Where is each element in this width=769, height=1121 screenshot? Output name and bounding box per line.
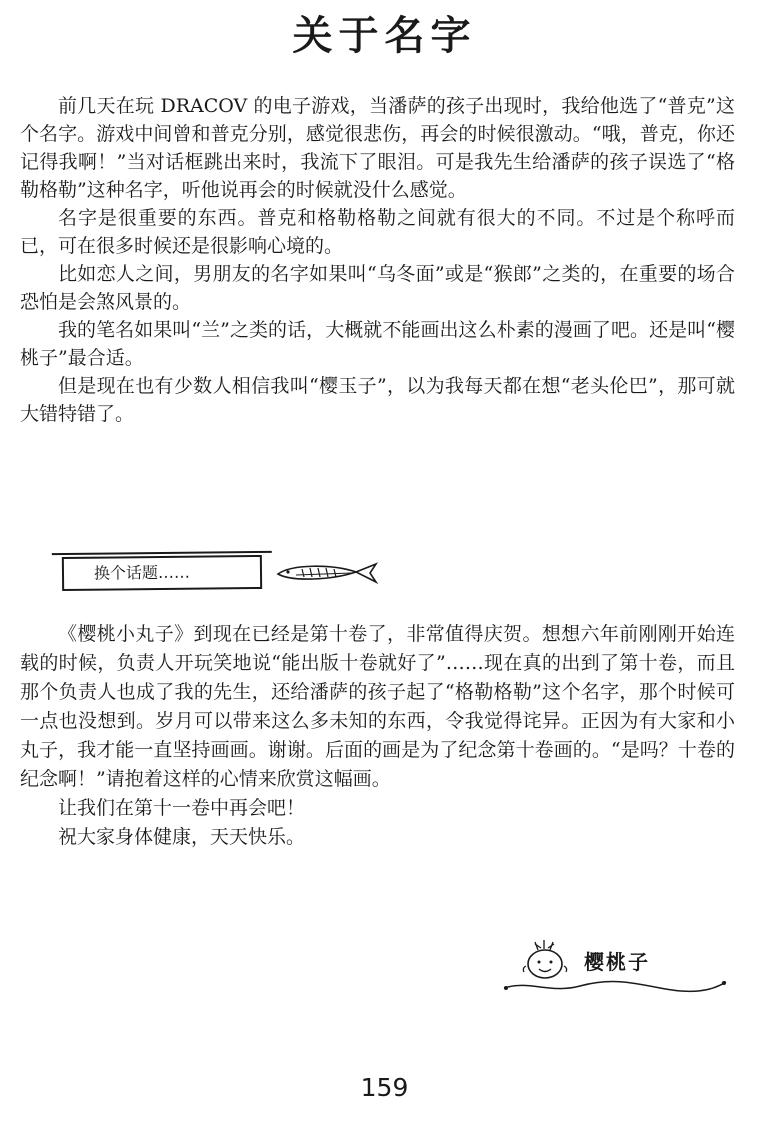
paragraph: 我的笔名如果叫“兰”之类的话，大概就不能画出这么朴素的漫画了吧。还是叫“樱桃子”最合适。: [20, 319, 735, 369]
paragraph: 《樱桃小丸子》到现在已经是第十卷了，非常值得庆贺。想想六年前刚刚开始连载的时候，负责人开玩笑地说“能出版十卷就好了”……现在真的出到了第十卷，而且那个负责人也成了我的先生，还给潘萨的孩子起了“格勒格勒”这个名字，那个时候可一点也没想到。岁月可以带来这么多未知的东西，令我觉得诧异。正因为有大家和小丸子，我才能一直坚持画画。谢谢。后面的画是为了纪念第十卷画的。“是吗？十卷的纪念啊！”请抱着这样的心情来欣赏这幅画。: [20, 623, 735, 790]
paragraph: 比如恋人之间，男朋友的名字如果叫“乌冬面”或是“猴郎”之类的，在重要的场合恐怕是会煞风景的。: [20, 263, 735, 313]
paragraph: 祝大家身体健康，天天快乐。: [58, 826, 306, 848]
page-title: 关于名字: [292, 13, 477, 59]
fish-doodle-icon: [272, 558, 382, 588]
paragraph: 让我们在第十一卷中再会吧！: [58, 797, 306, 819]
topic-change-label: 换个话题……: [93, 562, 191, 583]
paragraph: 前几天在玩 DRACOV 的电子游戏，当潘萨的孩子出现时，我给他选了“普克”这个名字。游戏中间曾和普克分别，感觉很悲伤，再会的时候很激动。“哦，普克，你还记得我啊！”当对话框跳出来时，我流下了眼泪。可是我先生给潘萨的孩子误选了“格勒格勒”这种名字，听他说再会的时候就没什么感觉。: [20, 95, 735, 201]
paragraph: 名字是很重要的东西。普克和格勒格勒之间就有很大的不同。不过是个称呼而已，可在很多时候还是很影响心境的。: [20, 207, 735, 257]
smiling-face-doodle-icon: [520, 936, 570, 982]
article-body-2: [0, 620, 769, 852]
paragraph: 但是现在也有少数人相信我叫“樱玉子”，以为我每天都在想“老头伦巴”，那可就大错特错了。: [20, 375, 735, 425]
page-number: 159: [360, 1073, 409, 1102]
topic-change-box: [62, 555, 262, 591]
squiggle-line-icon: [500, 978, 732, 996]
signature: [500, 930, 740, 1000]
article-body: [0, 92, 769, 428]
author-signature: 樱桃子: [584, 950, 650, 974]
